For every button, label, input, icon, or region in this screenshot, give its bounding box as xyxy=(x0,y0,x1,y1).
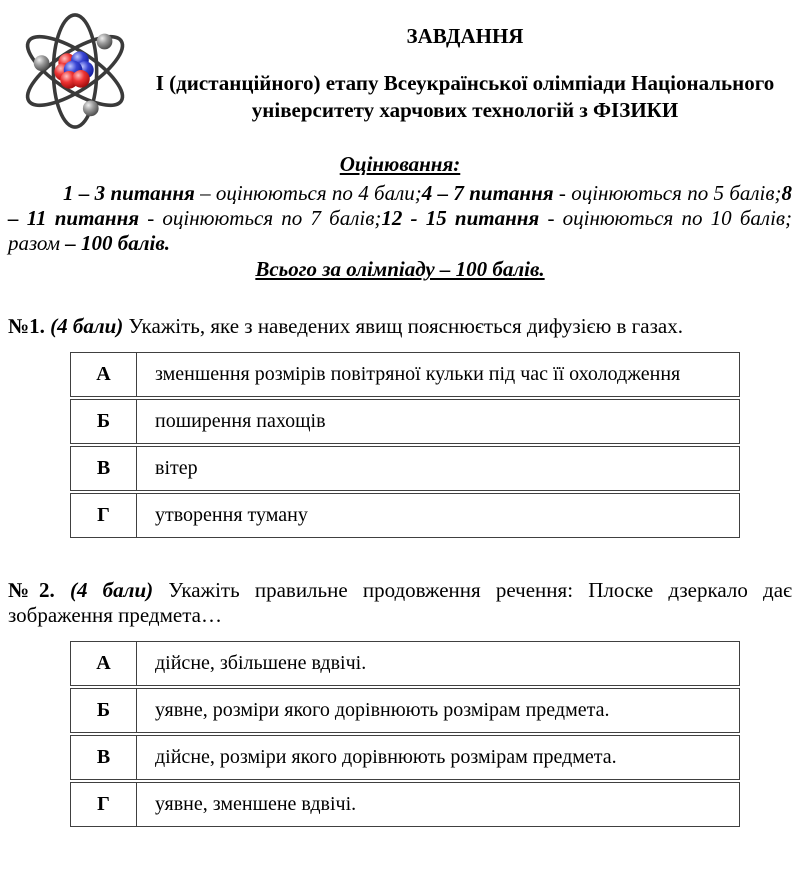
question-1 xyxy=(8,314,792,538)
option-letter: Г xyxy=(71,783,137,826)
scoring-section xyxy=(8,152,792,282)
option-row xyxy=(70,641,740,686)
option-letter: В xyxy=(71,447,137,490)
option-text: уявне, зменшене вдвічі. xyxy=(155,793,357,815)
atom-icon xyxy=(8,8,138,134)
options-table xyxy=(70,352,740,538)
scoring-run: 8 – 11 питання xyxy=(8,181,792,230)
option-letter: Г xyxy=(71,494,137,537)
option-letter: В xyxy=(71,736,137,779)
scoring-paragraph xyxy=(8,181,792,256)
scoring-run: 1 – 3 питання xyxy=(63,181,201,205)
scoring-total: Всього за олімпіаду – 100 балів. xyxy=(255,257,545,281)
subtitle-line-2: університету харчових технологій з ФІЗИКИ xyxy=(251,98,679,122)
option-text-cell xyxy=(137,353,739,396)
question-body: Укажіть, яке з наведених явищ пояснюється дифузією в газах. xyxy=(128,314,683,338)
option-row xyxy=(70,399,740,444)
option-text-cell xyxy=(137,783,739,826)
option-letter: Б xyxy=(71,400,137,443)
option-row xyxy=(70,352,740,397)
question-points: (4 бали) xyxy=(70,578,154,602)
scoring-run: 4 – 7 питання xyxy=(421,181,559,205)
option-text-cell xyxy=(137,642,739,685)
document-page xyxy=(0,8,800,895)
scoring-run: 12 - 15 питання xyxy=(381,206,548,230)
options-table xyxy=(70,641,740,827)
question-1-text xyxy=(8,314,792,339)
option-text: уявне, розміри якого дорівнюють розмірам предмета. xyxy=(155,699,610,721)
scoring-run: – оцінюються по 4 бали; xyxy=(200,181,422,205)
option-text-cell xyxy=(137,689,739,732)
option-row xyxy=(70,688,740,733)
scoring-run: – 100 балів. xyxy=(65,231,171,255)
option-text: зменшення розмірів повітряної кульки під час її охолодження xyxy=(155,363,681,385)
scoring-run: - оцінюються по 7 балів; xyxy=(147,206,382,230)
option-text-cell xyxy=(137,494,739,537)
question-number: №1. xyxy=(8,314,45,338)
page-title: ЗАВДАННЯ xyxy=(406,24,524,48)
option-letter: Б xyxy=(71,689,137,732)
option-text: вітер xyxy=(155,457,198,479)
header-text-block xyxy=(138,8,792,134)
subtitle-line-1: І (дистанційного) етапу Всеукраїнської олімпіади Національного xyxy=(155,71,775,95)
question-body: Укажіть правильне продовження речення: Плоске дзеркало дає зображення предмета… xyxy=(8,578,793,627)
option-row xyxy=(70,493,740,538)
scoring-heading: Оцінювання: xyxy=(339,152,461,176)
option-text-cell xyxy=(137,447,739,490)
option-text: дійсне, розміри якого дорівнюють розмірам предмета. xyxy=(155,746,617,768)
scoring-run: - оцінюються по 10 балів; разом xyxy=(8,206,793,255)
option-text-cell xyxy=(137,400,739,443)
option-row xyxy=(70,735,740,780)
option-letter: А xyxy=(71,353,137,396)
document-header xyxy=(8,8,792,134)
option-row xyxy=(70,446,740,491)
option-text: дійсне, збільшене вдвічі. xyxy=(155,652,367,674)
option-text: поширення пахощів xyxy=(155,410,326,432)
question-2-text xyxy=(8,578,792,628)
scoring-run: - оцінюються по 5 балів; xyxy=(558,181,782,205)
question-points: (4 бали) xyxy=(50,314,124,338)
question-2 xyxy=(8,578,792,827)
question-number: №2. xyxy=(8,578,55,602)
option-text: утворення туману xyxy=(155,504,308,526)
option-letter: А xyxy=(71,642,137,685)
option-text-cell xyxy=(137,736,739,779)
option-row xyxy=(70,782,740,827)
